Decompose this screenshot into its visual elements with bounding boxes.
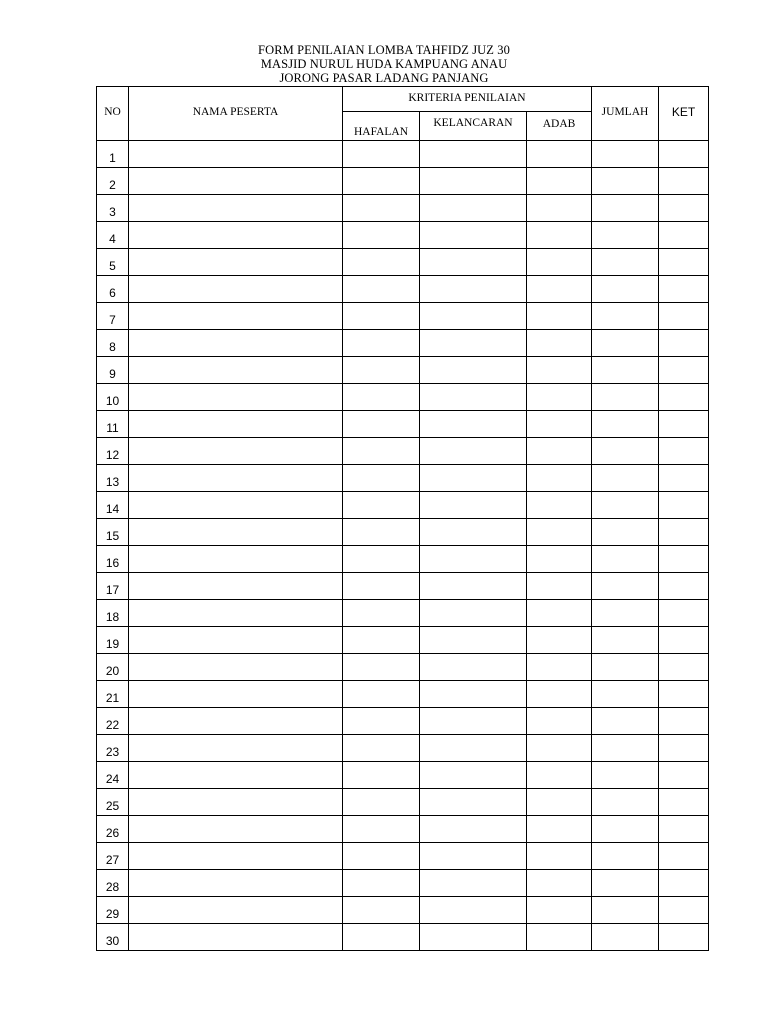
header-nama-peserta: NAMA PESERTA <box>129 87 343 141</box>
kelancaran-cell[interactable] <box>420 384 527 411</box>
adab-cell[interactable] <box>527 249 592 276</box>
row-number: 4 <box>97 222 129 249</box>
hafalan-cell[interactable] <box>343 681 420 708</box>
jumlah-cell[interactable] <box>592 195 659 222</box>
jumlah-cell[interactable] <box>592 816 659 843</box>
jumlah-cell[interactable] <box>592 627 659 654</box>
assessment-table <box>96 86 709 951</box>
nama-peserta-cell[interactable] <box>129 789 343 816</box>
form-title <box>0 43 768 85</box>
nama-peserta-cell[interactable] <box>129 276 343 303</box>
table-row <box>97 546 709 573</box>
table-row <box>97 816 709 843</box>
nama-peserta-cell[interactable] <box>129 600 343 627</box>
hafalan-cell[interactable] <box>343 735 420 762</box>
hafalan-cell[interactable] <box>343 303 420 330</box>
adab-cell[interactable] <box>527 222 592 249</box>
header-ket: KET <box>659 87 709 141</box>
kelancaran-cell[interactable] <box>420 573 527 600</box>
ket-cell[interactable] <box>659 681 709 708</box>
table-row <box>97 627 709 654</box>
table-row <box>97 195 709 222</box>
ket-cell[interactable] <box>659 411 709 438</box>
jumlah-cell[interactable] <box>592 276 659 303</box>
jumlah-cell[interactable] <box>592 411 659 438</box>
nama-peserta-cell[interactable] <box>129 141 343 168</box>
table-row <box>97 735 709 762</box>
adab-cell[interactable] <box>527 573 592 600</box>
row-number: 19 <box>97 627 129 654</box>
ket-cell[interactable] <box>659 816 709 843</box>
ket-cell[interactable] <box>659 168 709 195</box>
nama-peserta-cell[interactable] <box>129 465 343 492</box>
jumlah-cell[interactable] <box>592 168 659 195</box>
adab-cell[interactable] <box>527 924 592 951</box>
kelancaran-cell[interactable] <box>420 789 527 816</box>
title-line-1: FORM PENILAIAN LOMBA TAHFIDZ JUZ 30 <box>258 43 510 57</box>
adab-cell[interactable] <box>527 789 592 816</box>
header-kelancaran: KELANCARAN <box>420 112 527 141</box>
ket-cell[interactable] <box>659 249 709 276</box>
nama-peserta-cell[interactable] <box>129 573 343 600</box>
jumlah-cell[interactable] <box>592 546 659 573</box>
kelancaran-cell[interactable] <box>420 924 527 951</box>
kelancaran-cell[interactable] <box>420 546 527 573</box>
table-row <box>97 870 709 897</box>
adab-cell[interactable] <box>527 411 592 438</box>
row-number: 27 <box>97 843 129 870</box>
hafalan-cell[interactable] <box>343 924 420 951</box>
hafalan-cell[interactable] <box>343 411 420 438</box>
hafalan-cell[interactable] <box>343 276 420 303</box>
row-number: 6 <box>97 276 129 303</box>
row-number: 12 <box>97 438 129 465</box>
table-row <box>97 897 709 924</box>
hafalan-cell[interactable] <box>343 573 420 600</box>
kelancaran-cell[interactable] <box>420 465 527 492</box>
jumlah-cell[interactable] <box>592 762 659 789</box>
jumlah-cell[interactable] <box>592 870 659 897</box>
adab-cell[interactable] <box>527 681 592 708</box>
row-number: 20 <box>97 654 129 681</box>
jumlah-cell[interactable] <box>592 735 659 762</box>
table-row <box>97 708 709 735</box>
hafalan-cell[interactable] <box>343 708 420 735</box>
table-row <box>97 168 709 195</box>
ket-cell[interactable] <box>659 195 709 222</box>
kelancaran-cell[interactable] <box>420 519 527 546</box>
ket-cell[interactable] <box>659 600 709 627</box>
kelancaran-cell[interactable] <box>420 843 527 870</box>
ket-cell[interactable] <box>659 276 709 303</box>
ket-cell[interactable] <box>659 546 709 573</box>
hafalan-cell[interactable] <box>343 843 420 870</box>
adab-cell[interactable] <box>527 465 592 492</box>
nama-peserta-cell[interactable] <box>129 924 343 951</box>
hafalan-cell[interactable] <box>343 330 420 357</box>
ket-cell[interactable] <box>659 222 709 249</box>
kelancaran-cell[interactable] <box>420 357 527 384</box>
ket-cell[interactable] <box>659 654 709 681</box>
kelancaran-cell[interactable] <box>420 141 527 168</box>
nama-peserta-cell[interactable] <box>129 681 343 708</box>
header-no: NO <box>97 87 129 141</box>
row-number: 22 <box>97 708 129 735</box>
nama-peserta-cell[interactable] <box>129 411 343 438</box>
nama-peserta-cell[interactable] <box>129 519 343 546</box>
hafalan-cell[interactable] <box>343 789 420 816</box>
row-number: 30 <box>97 924 129 951</box>
ket-cell[interactable] <box>659 492 709 519</box>
hafalan-cell[interactable] <box>343 816 420 843</box>
ket-cell[interactable] <box>659 924 709 951</box>
nama-peserta-cell[interactable] <box>129 303 343 330</box>
table-row <box>97 681 709 708</box>
kelancaran-cell[interactable] <box>420 195 527 222</box>
kelancaran-cell[interactable] <box>420 735 527 762</box>
table-row <box>97 357 709 384</box>
table-row <box>97 249 709 276</box>
table-row <box>97 303 709 330</box>
jumlah-cell[interactable] <box>592 897 659 924</box>
row-number: 5 <box>97 249 129 276</box>
hafalan-cell[interactable] <box>343 519 420 546</box>
adab-cell[interactable] <box>527 195 592 222</box>
nama-peserta-cell[interactable] <box>129 438 343 465</box>
header-hafalan: HAFALAN <box>343 112 420 141</box>
adab-cell[interactable] <box>527 870 592 897</box>
jumlah-cell[interactable] <box>592 384 659 411</box>
kelancaran-cell[interactable] <box>420 411 527 438</box>
hafalan-cell[interactable] <box>343 870 420 897</box>
ket-cell[interactable] <box>659 330 709 357</box>
ket-cell[interactable] <box>659 465 709 492</box>
jumlah-cell[interactable] <box>592 222 659 249</box>
row-number: 9 <box>97 357 129 384</box>
jumlah-cell[interactable] <box>592 357 659 384</box>
ket-cell[interactable] <box>659 141 709 168</box>
kelancaran-cell[interactable] <box>420 600 527 627</box>
row-number: 7 <box>97 303 129 330</box>
kelancaran-cell[interactable] <box>420 222 527 249</box>
nama-peserta-cell[interactable] <box>129 357 343 384</box>
kelancaran-cell[interactable] <box>420 870 527 897</box>
ket-cell[interactable] <box>659 627 709 654</box>
adab-cell[interactable] <box>527 735 592 762</box>
kelancaran-cell[interactable] <box>420 708 527 735</box>
ket-cell[interactable] <box>659 357 709 384</box>
kelancaran-cell[interactable] <box>420 681 527 708</box>
kelancaran-cell[interactable] <box>420 303 527 330</box>
row-number: 11 <box>97 411 129 438</box>
jumlah-cell[interactable] <box>592 438 659 465</box>
ket-cell[interactable] <box>659 735 709 762</box>
ket-cell[interactable] <box>659 573 709 600</box>
row-number: 13 <box>97 465 129 492</box>
ket-cell[interactable] <box>659 789 709 816</box>
hafalan-cell[interactable] <box>343 627 420 654</box>
table-row <box>97 843 709 870</box>
jumlah-cell[interactable] <box>592 573 659 600</box>
hafalan-cell[interactable] <box>343 654 420 681</box>
nama-peserta-cell[interactable] <box>129 384 343 411</box>
row-number: 24 <box>97 762 129 789</box>
kelancaran-cell[interactable] <box>420 330 527 357</box>
kelancaran-cell[interactable] <box>420 492 527 519</box>
kelancaran-cell[interactable] <box>420 168 527 195</box>
adab-cell[interactable] <box>527 384 592 411</box>
adab-cell[interactable] <box>527 276 592 303</box>
jumlah-cell[interactable] <box>592 330 659 357</box>
table-row <box>97 600 709 627</box>
adab-cell[interactable] <box>527 330 592 357</box>
hafalan-cell[interactable] <box>343 141 420 168</box>
adab-cell[interactable] <box>527 627 592 654</box>
table-row <box>97 222 709 249</box>
hafalan-cell[interactable] <box>343 384 420 411</box>
ket-cell[interactable] <box>659 438 709 465</box>
table-row <box>97 762 709 789</box>
row-number: 2 <box>97 168 129 195</box>
adab-cell[interactable] <box>527 708 592 735</box>
ket-cell[interactable] <box>659 897 709 924</box>
nama-peserta-cell[interactable] <box>129 168 343 195</box>
hafalan-cell[interactable] <box>343 897 420 924</box>
jumlah-cell[interactable] <box>592 600 659 627</box>
adab-cell[interactable] <box>527 897 592 924</box>
nama-peserta-cell[interactable] <box>129 546 343 573</box>
nama-peserta-cell[interactable] <box>129 627 343 654</box>
nama-peserta-cell[interactable] <box>129 708 343 735</box>
row-number: 17 <box>97 573 129 600</box>
table-row <box>97 789 709 816</box>
jumlah-cell[interactable] <box>592 789 659 816</box>
header-kriteria-penilaian: KRITERIA PENILAIAN <box>343 87 592 112</box>
jumlah-cell[interactable] <box>592 303 659 330</box>
jumlah-cell[interactable] <box>592 681 659 708</box>
hafalan-cell[interactable] <box>343 357 420 384</box>
table-row <box>97 465 709 492</box>
kelancaran-cell[interactable] <box>420 897 527 924</box>
jumlah-cell[interactable] <box>592 843 659 870</box>
adab-cell[interactable] <box>527 546 592 573</box>
hafalan-cell[interactable] <box>343 195 420 222</box>
row-number: 26 <box>97 816 129 843</box>
ket-cell[interactable] <box>659 843 709 870</box>
adab-cell[interactable] <box>527 816 592 843</box>
adab-cell[interactable] <box>527 519 592 546</box>
hafalan-cell[interactable] <box>343 492 420 519</box>
jumlah-cell[interactable] <box>592 492 659 519</box>
jumlah-cell[interactable] <box>592 654 659 681</box>
table-row <box>97 384 709 411</box>
row-number: 15 <box>97 519 129 546</box>
row-number: 23 <box>97 735 129 762</box>
row-number: 28 <box>97 870 129 897</box>
hafalan-cell[interactable] <box>343 600 420 627</box>
hafalan-cell[interactable] <box>343 465 420 492</box>
nama-peserta-cell[interactable] <box>129 195 343 222</box>
row-number: 25 <box>97 789 129 816</box>
nama-peserta-cell[interactable] <box>129 492 343 519</box>
title-line-3: JORONG PASAR LADANG PANJANG <box>279 71 489 85</box>
nama-peserta-cell[interactable] <box>129 843 343 870</box>
nama-peserta-cell[interactable] <box>129 870 343 897</box>
row-number: 16 <box>97 546 129 573</box>
jumlah-cell[interactable] <box>592 708 659 735</box>
nama-peserta-cell[interactable] <box>129 249 343 276</box>
hafalan-cell[interactable] <box>343 546 420 573</box>
jumlah-cell[interactable] <box>592 249 659 276</box>
hafalan-cell[interactable] <box>343 762 420 789</box>
kelancaran-cell[interactable] <box>420 816 527 843</box>
title-line-2: MASJID NURUL HUDA KAMPUANG ANAU <box>260 57 508 71</box>
adab-cell[interactable] <box>527 303 592 330</box>
jumlah-cell[interactable] <box>592 519 659 546</box>
adab-cell[interactable] <box>527 168 592 195</box>
header-jumlah: JUMLAH <box>592 87 659 141</box>
nama-peserta-cell[interactable] <box>129 816 343 843</box>
ket-cell[interactable] <box>659 519 709 546</box>
table-row <box>97 654 709 681</box>
table-row <box>97 492 709 519</box>
ket-cell[interactable] <box>659 303 709 330</box>
hafalan-cell[interactable] <box>343 168 420 195</box>
kelancaran-cell[interactable] <box>420 654 527 681</box>
nama-peserta-cell[interactable] <box>129 654 343 681</box>
nama-peserta-cell[interactable] <box>129 762 343 789</box>
table-row <box>97 924 709 951</box>
adab-cell[interactable] <box>527 141 592 168</box>
adab-cell[interactable] <box>527 357 592 384</box>
nama-peserta-cell[interactable] <box>129 735 343 762</box>
ket-cell[interactable] <box>659 762 709 789</box>
adab-cell[interactable] <box>527 762 592 789</box>
table-row <box>97 438 709 465</box>
adab-cell[interactable] <box>527 492 592 519</box>
ket-cell[interactable] <box>659 870 709 897</box>
table-row <box>97 330 709 357</box>
jumlah-cell[interactable] <box>592 141 659 168</box>
kelancaran-cell[interactable] <box>420 249 527 276</box>
kelancaran-cell[interactable] <box>420 438 527 465</box>
table-row <box>97 141 709 168</box>
jumlah-cell[interactable] <box>592 924 659 951</box>
ket-cell[interactable] <box>659 708 709 735</box>
row-number: 21 <box>97 681 129 708</box>
kelancaran-cell[interactable] <box>420 276 527 303</box>
header-adab: ADAB <box>527 112 592 141</box>
row-number: 1 <box>97 141 129 168</box>
hafalan-cell[interactable] <box>343 222 420 249</box>
row-number: 29 <box>97 897 129 924</box>
nama-peserta-cell[interactable] <box>129 330 343 357</box>
kelancaran-cell[interactable] <box>420 627 527 654</box>
hafalan-cell[interactable] <box>343 438 420 465</box>
hafalan-cell[interactable] <box>343 249 420 276</box>
row-number: 8 <box>97 330 129 357</box>
ket-cell[interactable] <box>659 384 709 411</box>
table-row <box>97 411 709 438</box>
table-row <box>97 519 709 546</box>
table-row <box>97 573 709 600</box>
row-number: 18 <box>97 600 129 627</box>
adab-cell[interactable] <box>527 654 592 681</box>
nama-peserta-cell[interactable] <box>129 222 343 249</box>
jumlah-cell[interactable] <box>592 465 659 492</box>
adab-cell[interactable] <box>527 600 592 627</box>
row-number: 3 <box>97 195 129 222</box>
table-row <box>97 276 709 303</box>
kelancaran-cell[interactable] <box>420 762 527 789</box>
nama-peserta-cell[interactable] <box>129 897 343 924</box>
adab-cell[interactable] <box>527 438 592 465</box>
row-number: 14 <box>97 492 129 519</box>
row-number: 10 <box>97 384 129 411</box>
adab-cell[interactable] <box>527 843 592 870</box>
